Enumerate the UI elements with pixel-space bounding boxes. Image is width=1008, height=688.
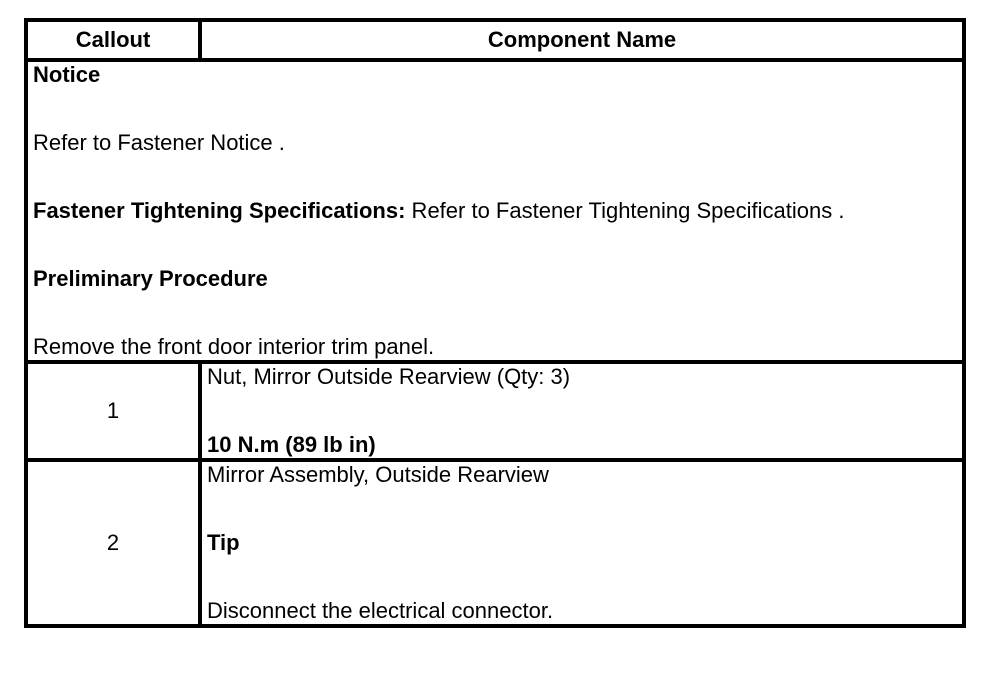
preliminary-procedure-heading: Preliminary Procedure xyxy=(33,266,268,291)
tightening-spec-text: Refer to Fastener Tightening Specifications . xyxy=(405,198,845,223)
notice-heading: Notice xyxy=(33,62,101,87)
torque-spec: 10 N.m (89 lb in) xyxy=(207,432,376,457)
callout-header: Callout xyxy=(26,20,200,60)
tightening-spec-label: Fastener Tightening Specifications: xyxy=(33,198,406,223)
component-name-header: Component Name xyxy=(200,20,964,60)
table-row xyxy=(26,362,964,460)
component-name: Mirror Assembly, Outside Rearview xyxy=(207,462,549,487)
tightening-spec-line xyxy=(33,198,957,224)
table-header-row xyxy=(26,20,964,60)
preliminary-procedure-text: Remove the front door interior trim panel. xyxy=(33,334,435,359)
component-table xyxy=(24,18,966,628)
tip-heading: Tip xyxy=(207,530,240,555)
callout-number: 1 xyxy=(26,362,200,460)
tip-text: Disconnect the electrical connector. xyxy=(207,598,554,623)
component-cell xyxy=(200,460,964,626)
notice-cell xyxy=(26,60,964,362)
callout-number: 2 xyxy=(26,460,200,626)
component-name: Nut, Mirror Outside Rearview (Qty: 3) xyxy=(207,364,571,389)
table-row xyxy=(26,460,964,626)
notice-row xyxy=(26,60,964,362)
fastener-notice-text: Refer to Fastener Notice . xyxy=(33,130,285,155)
component-cell xyxy=(200,362,964,460)
